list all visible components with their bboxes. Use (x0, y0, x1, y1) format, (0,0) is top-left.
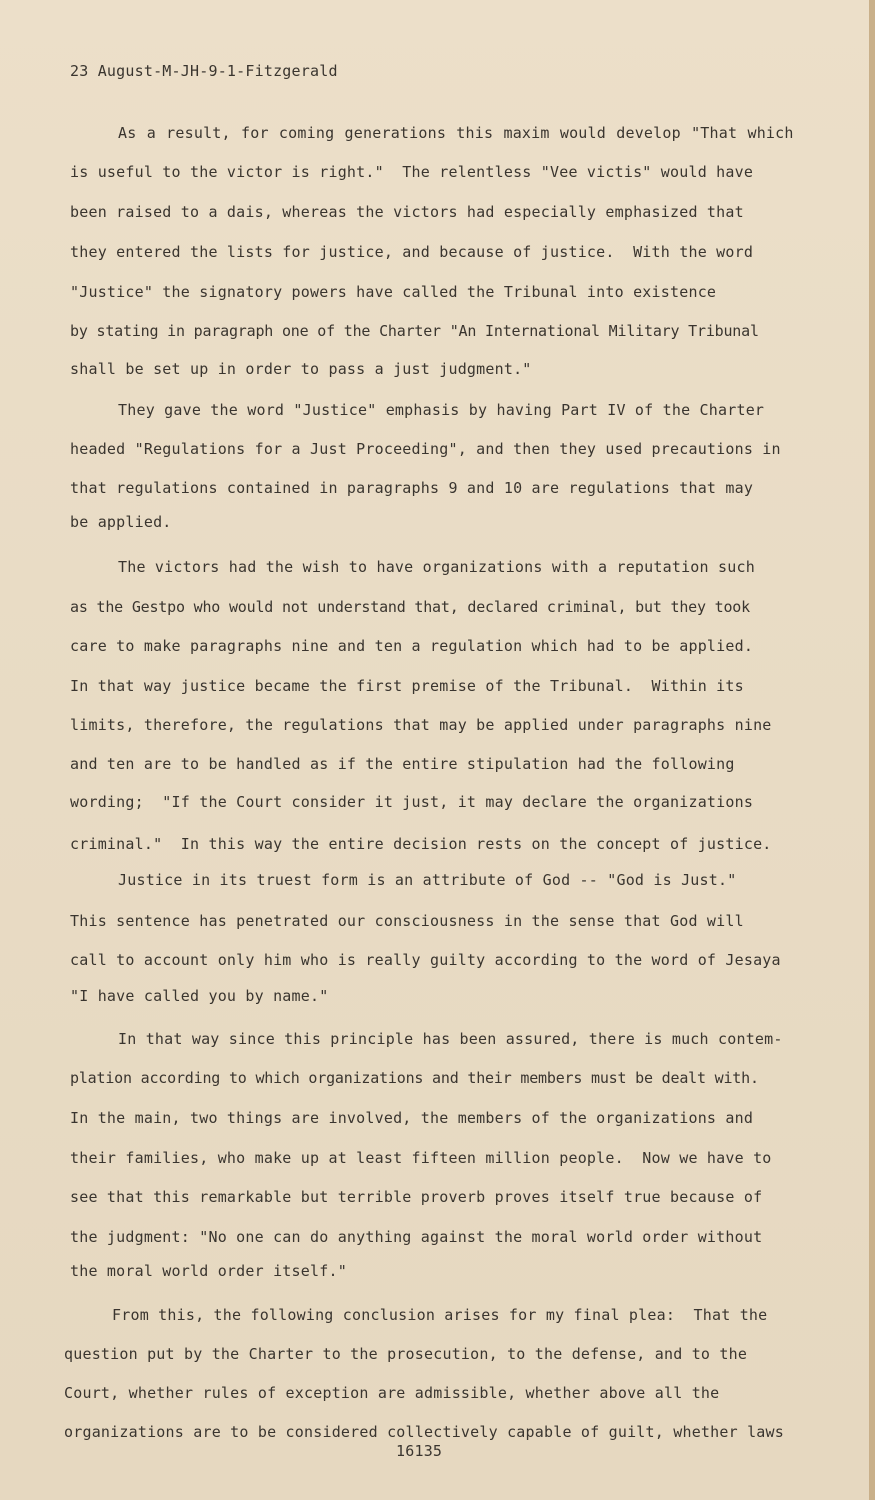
text-line: plation according to which organizations and their members must be dealt with. (70, 1069, 759, 1087)
text-line: been raised to a dais, whereas the victors had especially emphasized that (70, 203, 744, 221)
page-number: 16135 (396, 1442, 443, 1460)
text-line: see that this remarkable but terrible proverb proves itself true because of (70, 1188, 763, 1206)
text-line: In that way since this principle has been assured, there is much contem- (118, 1030, 783, 1048)
text-line: "Justice" the signatory powers have called the Tribunal into existence (70, 283, 717, 301)
text-line: be applied. (70, 513, 172, 531)
text-line: is useful to the victor is right." The relentless "Vee victis" would have (70, 163, 754, 181)
text-line: limits, therefore, the regulations that may be applied under paragraphs nine (70, 716, 772, 734)
text-line: The victors had the wish to have organizations with a reputation such (118, 558, 755, 576)
text-line: and ten are to be handled as if the entire stipulation had the following (70, 755, 735, 773)
text-line: they entered the lists for justice, and because of justice. With the word (70, 243, 754, 261)
text-line: question put by the Charter to the prosecution, to the defense, and to the (64, 1345, 748, 1363)
text-line: the judgment: "No one can do anything against the moral world order without (70, 1228, 763, 1246)
text-line: Justice in its truest form is an attribute of God -- "God is Just." (118, 871, 737, 889)
text-line: organizations are to be considered collectively capable of guilt, whether laws (64, 1423, 784, 1441)
text-line: wording; "If the Court consider it just, it may declare the organizations (70, 793, 754, 811)
text-line: that regulations contained in paragraphs 9 and 10 are regulations that may (70, 479, 754, 497)
text-line: as the Gestpo who would not understand that, declared criminal, but they took (70, 598, 750, 616)
text-line: This sentence has penetrated our consciousness in the sense that God will (70, 912, 744, 930)
text-line: care to make paragraphs nine and ten a regulation which had to be applied. (70, 637, 754, 655)
text-line: criminal." In this way the entire decision rests on the concept of justice. (70, 835, 772, 853)
text-line: Court, whether rules of exception are admissible, whether above all the (64, 1384, 720, 1402)
text-line: by stating in paragraph one of the Charter "An International Military Tribunal (70, 322, 759, 340)
text-line: They gave the word "Justice" emphasis by having Part IV of the Charter (118, 401, 765, 419)
text-line: shall be set up in order to pass a just judgment." (70, 360, 532, 378)
text-line: From this, the following conclusion arises for my final plea: That the (112, 1306, 768, 1324)
text-line: call to account only him who is really guilty according to the word of Jesaya (70, 951, 781, 969)
text-line: In the main, two things are involved, the members of the organizations and (70, 1109, 754, 1127)
text-line: In that way justice became the first premise of the Tribunal. Within its (70, 677, 744, 695)
text-line: the moral world order itself." (70, 1262, 347, 1280)
text-line: their families, who make up at least fifteen million people. Now we have to (70, 1149, 772, 1167)
text-line: headed "Regulations for a Just Proceeding", and then they used precautions in (70, 440, 781, 458)
text-line: "I have called you by name." (70, 987, 329, 1005)
text-line: As a result, for coming generations this maxim would develop "That which (118, 124, 794, 142)
page-header: 23 August-M-JH-9-1-Fitzgerald (70, 62, 338, 80)
